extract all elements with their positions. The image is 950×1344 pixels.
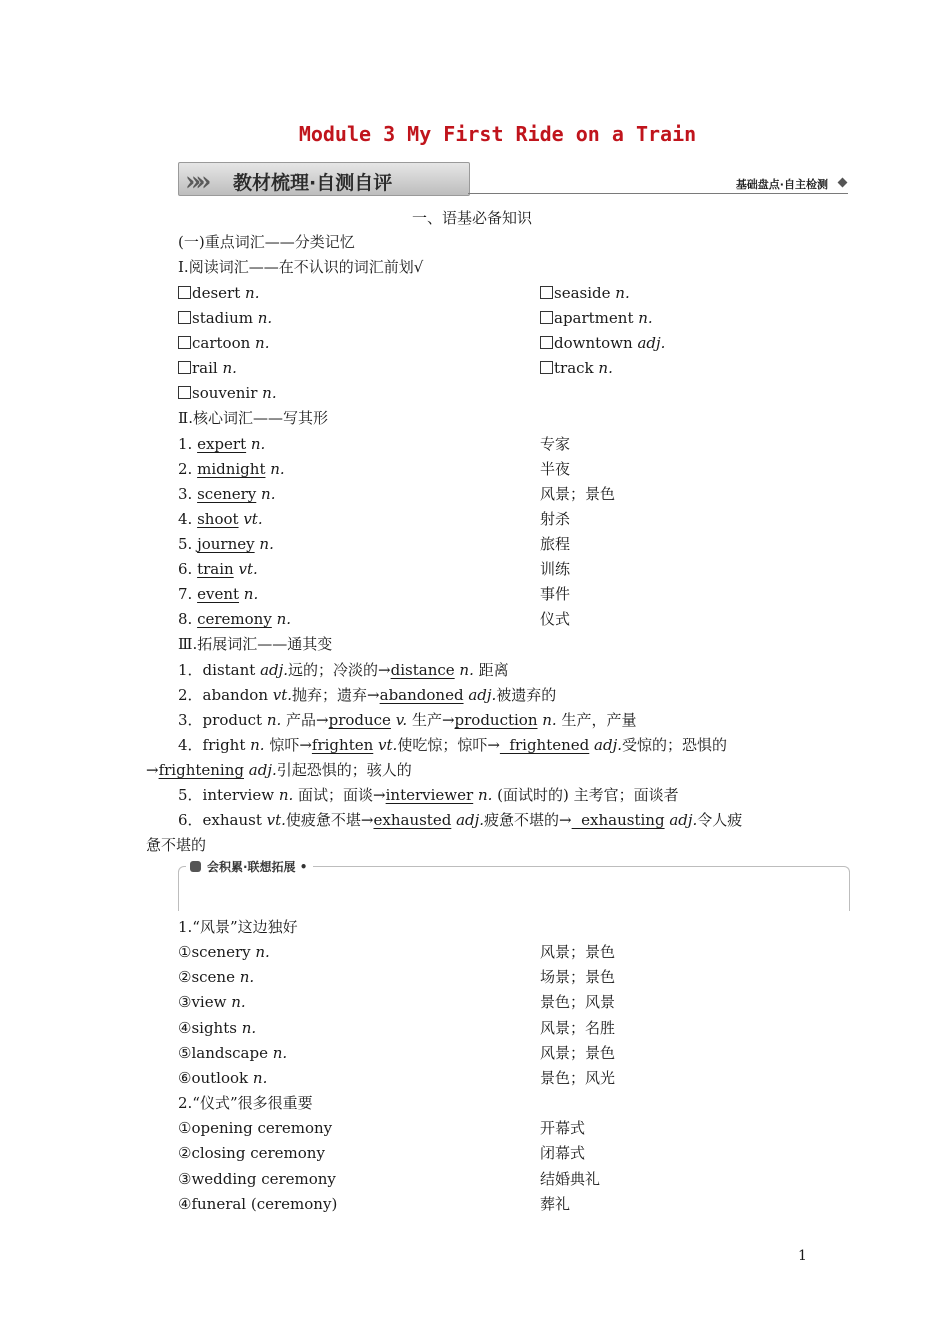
list-item: ③wedding ceremony — [178, 1170, 336, 1188]
sub-heading: (一)重点词汇——分类记忆 — [178, 233, 355, 251]
meaning: 旅程 — [540, 535, 571, 553]
meaning: 仪式 — [540, 610, 571, 628]
meaning: 事件 — [540, 585, 571, 603]
page-number: 1 — [798, 1248, 807, 1264]
chevron-right-icon: »» — [185, 167, 206, 197]
meaning: 半夜 — [540, 460, 571, 478]
vocab-item[interactable]: souvenir n. — [178, 383, 277, 403]
list-item: 6．exhaust vt.使疲惫不堪→exhausted adj.疲惫不堪的→ exhausting adj.令人疲 — [178, 811, 743, 829]
list-item: 2．abandon vt.抛弃；遗弃→abandoned adj.被遗弃的 — [178, 686, 557, 704]
checkbox[interactable] — [178, 386, 191, 399]
vocab-item[interactable]: rail n. — [178, 358, 237, 378]
section-banner — [178, 160, 848, 198]
checkbox[interactable] — [540, 361, 553, 374]
meaning: 结婚典礼 — [540, 1170, 601, 1188]
meaning: 风景；景色 — [540, 943, 616, 961]
meaning: 场景；景色 — [540, 968, 616, 986]
banner-title: 教材梳理·自测自评 — [233, 172, 393, 194]
list-item: 6. train vt. — [178, 560, 258, 578]
meaning: 景色；风景 — [540, 993, 616, 1011]
meaning: 开幕式 — [540, 1119, 586, 1137]
list-item-continued: 惫不堪的 — [146, 836, 207, 854]
list-item: 3．product n. 产品→produce v. 生产→production n. 生产，产量 — [178, 711, 637, 729]
checkbox[interactable] — [178, 311, 191, 324]
list-item: ⑥outlook n. — [178, 1069, 268, 1087]
list-item-continued: →frightening adj.引起恐惧的；骇人的 — [146, 761, 412, 779]
checkbox[interactable] — [540, 336, 553, 349]
list-item: ①opening ceremony — [178, 1119, 333, 1137]
list-item: ③view n. — [178, 993, 246, 1011]
checkbox[interactable] — [178, 361, 191, 374]
list-item: 8. ceremony n. — [178, 610, 292, 628]
vocab-item[interactable]: track n. — [540, 358, 613, 378]
section-heading: 一、语基必备知识 — [412, 209, 533, 227]
group1-heading: 1.“风景”这边独好 — [178, 918, 298, 936]
part1-heading: Ⅰ.阅读词汇——在不认识的词汇前划√ — [178, 258, 424, 276]
book-icon — [190, 861, 201, 872]
panel-label: 会积累·联想拓展 • — [186, 858, 313, 875]
list-item: 1. expert n. — [178, 435, 266, 453]
meaning: 风景；景色 — [540, 1044, 616, 1062]
list-item: ②closing ceremony — [178, 1144, 325, 1162]
list-item: 2. midnight n. — [178, 460, 285, 478]
list-item: 5．interview n. 面试；面谈→interviewer n. (面试时的) 主考官；面谈者 — [178, 786, 679, 804]
list-item: 5. journey n. — [178, 535, 274, 553]
meaning: 葬礼 — [540, 1195, 571, 1213]
checkbox[interactable] — [540, 311, 553, 324]
list-item: ④funeral (ceremony) — [178, 1195, 338, 1213]
list-item: 4．fright n. 惊吓→frighten vt.使吃惊；惊吓→ frightened adj.受惊的；恐惧的 — [178, 736, 728, 754]
list-item: 7. event n. — [178, 585, 259, 603]
vocab-item[interactable]: apartment n. — [540, 308, 653, 328]
list-item: ②scene n. — [178, 968, 255, 986]
part2-heading: Ⅱ.核心词汇——写其形 — [178, 409, 328, 427]
checkbox[interactable] — [178, 286, 191, 299]
banner-rule — [468, 193, 848, 194]
part3-heading: Ⅲ.拓展词汇——通其变 — [178, 635, 333, 653]
vocab-item[interactable]: cartoon n. — [178, 333, 269, 353]
vocab-item[interactable]: seaside n. — [540, 283, 630, 303]
vocab-item[interactable]: stadium n. — [178, 308, 272, 328]
banner-subtitle: 基础盘点·自主检测 — [735, 178, 828, 191]
meaning: 风景；名胜 — [540, 1019, 616, 1037]
list-item: 3. scenery n. — [178, 485, 276, 503]
list-item: ⑤landscape n. — [178, 1044, 288, 1062]
vocab-item[interactable]: desert n. — [178, 283, 259, 303]
list-item: ④sights n. — [178, 1019, 257, 1037]
page-title: Module 3 My First Ride on a Train — [298, 122, 697, 146]
group2-heading: 2.“仪式”很多很重要 — [178, 1094, 313, 1112]
meaning: 射杀 — [540, 510, 571, 528]
vocab-item[interactable]: downtown adj. — [540, 333, 665, 353]
meaning: 风景；景色 — [540, 485, 616, 503]
banner-bar — [178, 162, 470, 196]
checkbox[interactable] — [540, 286, 553, 299]
checkbox[interactable] — [178, 336, 191, 349]
meaning: 训练 — [540, 560, 571, 578]
diamond-icon — [838, 178, 848, 188]
meaning: 闭幕式 — [540, 1144, 586, 1162]
meaning: 景色；风光 — [540, 1069, 616, 1087]
meaning: 专家 — [540, 435, 571, 453]
list-item: ①scenery n. — [178, 943, 270, 961]
list-item: 4. shoot vt. — [178, 510, 263, 528]
list-item: 1．distant adj.远的；冷淡的→distance n. 距离 — [178, 661, 509, 679]
